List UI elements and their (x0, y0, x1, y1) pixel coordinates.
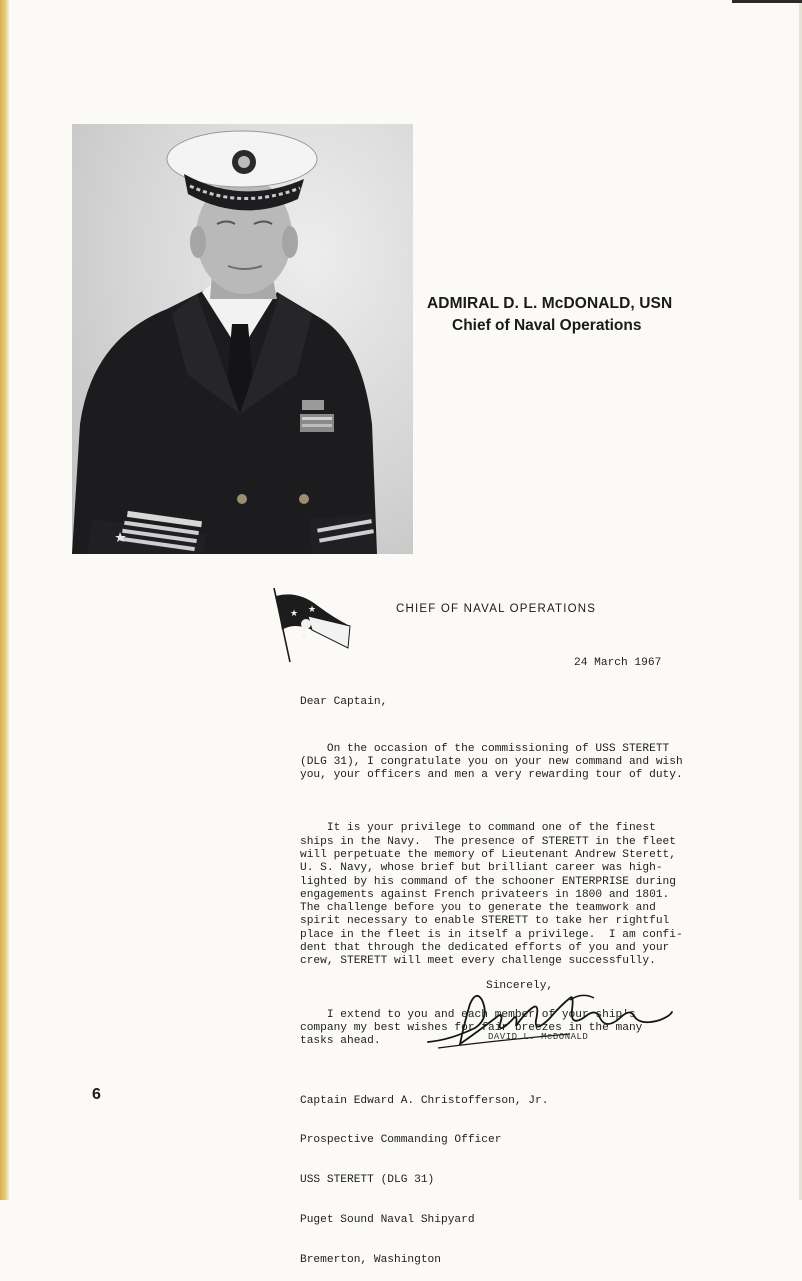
letter-paragraph-1: On the occasion of the commissioning of USS STERETT (DLG 31), I congratulate you on your new command and wish you, your officers and men a very rewarding tour of duty. (300, 742, 683, 782)
letterhead-title: CHIEF OF NAVAL OPERATIONS (396, 603, 597, 615)
address-line: Bremerton, Washington (300, 1254, 441, 1267)
cno-flag-icon (268, 586, 358, 666)
page-corner-mark (732, 0, 802, 3)
typed-signature-name: DAVID L. McDONALD (488, 1032, 589, 1042)
letter-paragraph-2: It is your privilege to command one of the finest ships in the Navy. The presence of STERETT in the fleet will perpetuate the memory of Lieutenant Andrew Sterett, U. S. Navy, whose brief but brilliant career was high- lighted by his command of the schooner ENTERPRISE during engagements against French privateers in 1800 and 1801. The challenge before you to generate the teamwork and spirit necessary to enable STERETT to take her rightful place in the fleet is in itself a privilege. I am confi- dent that through the dedicated efforts of you and your crew, STERETT will meet every challenge successfully. (300, 822, 683, 968)
letter-paragraph-3: I extend to you and each member of your ship's company my best wishes for fair breezes in the many tasks ahead. (300, 1008, 643, 1048)
admiral-name: ADMIRAL D. L. McDONALD, USN (427, 295, 673, 312)
admiral-portrait-photo (72, 124, 413, 554)
portrait-caption (427, 293, 767, 337)
svg-text:★: ★ (308, 605, 317, 615)
letter-closing: Sincerely, (486, 980, 554, 992)
gilt-page-edge (0, 0, 9, 1200)
address-line: Captain Edward A. Christofferson, Jr. (300, 1094, 549, 1107)
recipient-address (300, 1068, 548, 1281)
address-line: Prospective Commanding Officer (300, 1134, 502, 1147)
address-line: Puget Sound Naval Shipyard (300, 1214, 475, 1227)
address-line: USS STERETT (DLG 31) (300, 1174, 435, 1187)
admiral-title: Chief of Naval Operations (452, 317, 642, 334)
svg-text:★: ★ (290, 609, 299, 619)
svg-text:★: ★ (300, 631, 309, 641)
letter-date: 24 March 1967 (574, 657, 662, 669)
letter-salutation: Dear Captain, (300, 696, 388, 708)
handwritten-signature (420, 990, 680, 1052)
page-number: 6 (92, 1086, 101, 1103)
